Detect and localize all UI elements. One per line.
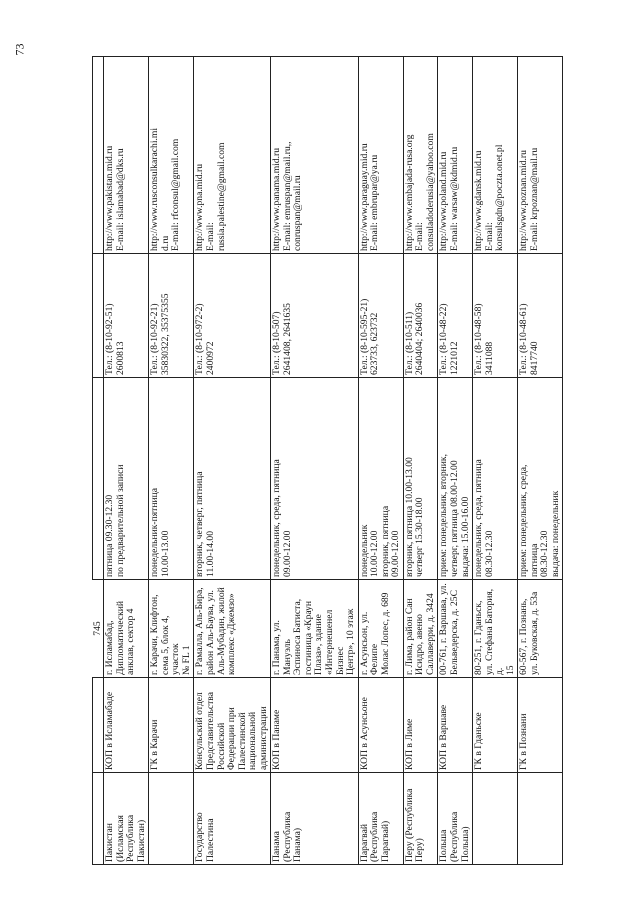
phone-line: 3411088 xyxy=(483,341,495,375)
table-row xyxy=(438,57,473,865)
hours-cell xyxy=(518,378,563,580)
country-line: (Республика xyxy=(449,811,460,862)
phone-line: Тел.: (8-10-92-51) xyxy=(104,303,116,375)
phone-cell xyxy=(149,254,194,378)
office-cell xyxy=(149,678,194,773)
country-line: (Республика xyxy=(369,811,381,862)
country-line: Парагвай) xyxy=(379,820,391,862)
office-line: Консульский отдел xyxy=(194,692,206,770)
address-line: Плаза», здание xyxy=(313,614,325,675)
address-line: Молас Лопес, д. 689 xyxy=(379,592,391,675)
phone-line: Тел.: (8-10-595-21) xyxy=(358,298,370,375)
hours-line: понедельник, среда, пятница xyxy=(271,459,283,577)
table-row xyxy=(271,57,358,865)
table-row xyxy=(149,57,194,865)
office-line: ГК в Познани xyxy=(518,713,530,770)
phone-cell xyxy=(403,254,438,378)
office-line: КОП в Панаме xyxy=(271,709,283,770)
web-line: E-mail: rfconsul@gmail.com xyxy=(170,138,182,251)
web-line: russia.palestine@gmail.com xyxy=(215,142,227,251)
office-line: национальной xyxy=(247,711,259,770)
phone-line: 1221012 xyxy=(449,341,460,375)
office-cell xyxy=(403,678,438,773)
table-row xyxy=(403,57,438,865)
hours-cell xyxy=(358,378,403,580)
phone-cell xyxy=(518,254,563,378)
office-cell xyxy=(473,678,518,773)
hours-cell xyxy=(149,378,194,580)
office-line: Палестинской xyxy=(236,712,248,770)
address-line: Аль-Мубадин, жилой xyxy=(215,587,227,675)
web-line: http://www.panama.mid.ru xyxy=(271,147,283,251)
web-line: E-mail: islamabad@dks.ru xyxy=(114,148,126,251)
hours-line: 11.00-14.00 xyxy=(204,530,216,577)
hours-line: четверг, пятница 08.00-12.00 xyxy=(449,460,460,577)
web-line: conruspan@mail.ru xyxy=(292,175,304,251)
address-cell xyxy=(194,580,271,678)
web-contact-cell xyxy=(403,57,438,254)
address-line: Эспиноса Батиста, xyxy=(292,598,304,675)
phone-line: Тел.: (8-10-972-2) xyxy=(194,303,206,375)
country-line: Пакистан xyxy=(104,823,116,862)
web-line: E-mail: xyxy=(204,222,216,251)
web-line: E-mail: embrupar@ya.ru xyxy=(369,154,381,251)
phone-line: 2600813 xyxy=(114,341,126,375)
country-line: Польша xyxy=(438,829,450,862)
address-cell xyxy=(473,580,518,678)
web-line: E-mail: krpoznan@mail.ru xyxy=(528,147,540,251)
web-contact-cell xyxy=(358,57,403,254)
hours-cell xyxy=(473,378,518,580)
hours-cell xyxy=(438,378,473,580)
web-line: d.ru xyxy=(159,235,171,251)
address-line: г. Карачи, Клифтон, xyxy=(149,594,161,675)
country-line: Палестина xyxy=(204,818,216,862)
web-line: consuladoderusia@yahoo.com xyxy=(424,133,436,251)
address-line: Саллаверри, д. 3424 xyxy=(424,593,436,675)
address-cell xyxy=(358,580,403,678)
hours-line: понедельник, среда, пятница xyxy=(473,459,485,577)
address-line: № FL 1 xyxy=(180,645,192,675)
country-cell xyxy=(403,773,438,865)
phone-cell xyxy=(194,254,271,378)
web-line: http://www.gdansk.mid.ru xyxy=(473,150,485,251)
country-line: Республика xyxy=(125,814,137,862)
hours-line: 09.00-12.00 xyxy=(390,530,402,577)
phone-line: 2400972 xyxy=(204,341,216,375)
address-line: гостиница «Краун xyxy=(302,600,314,675)
web-line: http://www.rusconsulkarachi.mi xyxy=(149,127,161,251)
address-line: ул. Буковская, д. 53а xyxy=(528,591,540,675)
office-line: Представительства xyxy=(204,692,216,770)
phone-line: 35830322, 35375355 xyxy=(159,293,171,375)
address-line: 60-567, г. Познань, xyxy=(518,598,530,675)
phone-cell xyxy=(473,254,518,378)
consulates-table xyxy=(92,56,563,865)
address-cell xyxy=(104,580,149,678)
web-line: E-mail: emruspan@mail.ru,, xyxy=(281,141,293,251)
hours-cell xyxy=(403,378,438,580)
continuation-number: 745 xyxy=(93,580,104,678)
phone-cell xyxy=(358,254,403,378)
web-line: E-mail: warsaw@kdmid.ru xyxy=(449,146,460,251)
phone-cell xyxy=(271,254,358,378)
country-cell xyxy=(473,773,518,865)
office-cell xyxy=(438,678,473,773)
phone-line: Тел.: (8-10-511) xyxy=(403,311,415,375)
hours-line: 10.00-13.00 xyxy=(159,530,171,577)
web-contact-cell xyxy=(438,57,473,254)
address-cell xyxy=(438,580,473,678)
country-cell xyxy=(149,773,194,865)
phone-line: Тел.: (8-10-507) xyxy=(271,311,283,375)
address-line: Бельведерска, д. 25С xyxy=(449,590,460,675)
web-line: konsulsgdn@poczta.onet.pl xyxy=(494,144,506,251)
web-contact-cell xyxy=(473,57,518,254)
address-cell xyxy=(403,580,438,678)
office-line: КОП в Исламабаде xyxy=(104,691,116,770)
phone-cell xyxy=(104,254,149,378)
office-line: администрации xyxy=(257,706,269,770)
office-line: ГК в Гданьске xyxy=(473,712,485,770)
office-line: ГК в Карачи xyxy=(149,719,161,770)
country-line: Перу (Республика xyxy=(403,788,415,862)
address-line: комплекс «Джемзо» xyxy=(226,593,238,675)
web-line: E-mail: xyxy=(483,222,495,251)
hours-line: прием: понедельник, вторник, xyxy=(438,454,450,577)
hours-line: 08.30-12.30 xyxy=(483,530,495,577)
hours-line: прием: понедельник, среда, xyxy=(518,464,530,577)
address-cell xyxy=(518,580,563,678)
hours-line: по предварительной записи xyxy=(114,464,126,577)
address-line: Исидро, авеню xyxy=(414,614,426,675)
office-line: КОП в Асунсьоне xyxy=(358,697,370,770)
hours-line: выдача: понедельник xyxy=(549,490,561,577)
hours-cell xyxy=(104,378,149,580)
hours-line: понедельник-пятница xyxy=(149,487,161,577)
hours-cell xyxy=(194,378,271,580)
phone-line: 8417740 xyxy=(528,341,540,375)
address-line: г. Панама, ул. Мануэль xyxy=(271,620,293,675)
country-line: Парагвай xyxy=(358,824,370,862)
table-row xyxy=(518,57,563,865)
web-contact-cell xyxy=(271,57,358,254)
country-cell xyxy=(438,773,473,865)
office-line: Российской xyxy=(215,722,227,770)
address-cell xyxy=(271,580,358,678)
web-line: E-mail: xyxy=(414,222,426,251)
address-line: г. Рамалла, Аль-Бира, xyxy=(194,587,206,675)
address-line: анклав, сектор 4 xyxy=(125,608,137,675)
office-line: КОП в Лиме xyxy=(403,718,415,770)
address-line: г. Асунсьон, ул. Фелипе xyxy=(358,611,381,675)
web-line: http://www.poland.mid.ru xyxy=(438,151,450,251)
web-line: http://www.poznan.mid.ru xyxy=(518,150,530,251)
web-contact-cell xyxy=(149,57,194,254)
address-line: 00-761, г. Варшава, ул. xyxy=(438,583,450,675)
hours-line: выдача: 15.00-16.00 xyxy=(459,496,471,577)
hours-line: 09.00-12.00 xyxy=(281,530,293,577)
address-line: сема 5, блок 4, участок xyxy=(159,615,182,675)
country-line: Панама xyxy=(271,831,283,862)
page-number: 73 xyxy=(12,43,27,56)
web-line: http://www.pakistan.mid.ru xyxy=(104,145,116,251)
phone-line: Тел.: (8-10-92-21) xyxy=(149,303,161,375)
hours-line: 08.30-12.30 xyxy=(539,530,551,577)
table-row xyxy=(473,57,518,865)
office-cell xyxy=(271,678,358,773)
phone-line: 2641408, 2641635 xyxy=(281,303,293,375)
hours-line: вторник, четверг, пятница xyxy=(194,471,206,577)
hours-line: вторник, пятница xyxy=(379,505,391,577)
address-line: ул. Стефана Батория, д. xyxy=(483,588,506,675)
address-line: 80-251, г. Гданьск, xyxy=(473,600,485,675)
office-line: КОП в Варшаве xyxy=(438,704,450,770)
consulates-table-container xyxy=(91,57,561,865)
address-cell xyxy=(149,580,194,678)
country-cell xyxy=(271,773,358,865)
address-line: г. Исламабад, xyxy=(104,620,116,675)
address-line: 15 xyxy=(504,665,516,675)
hours-line: четверг 15.30-18.00 xyxy=(414,497,426,577)
hours-line: вторник, пятница 10.00-13.00 xyxy=(403,457,415,577)
address-line: г. Лима, район Сан xyxy=(403,598,415,675)
office-cell xyxy=(194,678,271,773)
office-cell xyxy=(358,678,403,773)
country-cell xyxy=(358,773,403,865)
web-line: http://www.paraguay.mid.ru xyxy=(358,143,370,251)
web-contact-cell xyxy=(104,57,149,254)
country-cell xyxy=(104,773,149,865)
country-line: Перу) xyxy=(414,838,426,862)
country-cell xyxy=(194,773,271,865)
phone-line: 2640404; 2640036 xyxy=(414,302,426,375)
hours-cell xyxy=(271,378,358,580)
web-line: http://www.embajada-rusa.org xyxy=(403,134,415,251)
hours-line: понедельник xyxy=(358,524,370,577)
country-cell xyxy=(518,773,563,865)
office-cell xyxy=(104,678,149,773)
phone-line: Тел.: (8-10-48-61) xyxy=(518,303,530,375)
address-line: район Аль-Баува, ул. xyxy=(204,590,216,675)
table-row xyxy=(194,57,271,865)
hours-line: пятница 09.30-12.30 xyxy=(104,494,116,577)
address-line: «Интернешенел Бизнес xyxy=(323,609,346,675)
country-line: Государство xyxy=(194,812,206,862)
office-cell xyxy=(518,678,563,773)
address-line: Центр», 10 этаж xyxy=(345,608,357,675)
office-line: Федерации при xyxy=(226,707,238,770)
hours-line: 10.00-12.00 xyxy=(369,530,381,577)
phone-line: Тел.: (8-10-48-22) xyxy=(438,303,450,375)
web-line: http://www.pna.mid.ru xyxy=(194,163,206,251)
table-row xyxy=(358,57,403,865)
country-line: (Республика xyxy=(281,811,293,862)
phone-line: 623733, 623732 xyxy=(369,312,381,375)
continuation-row xyxy=(93,57,104,865)
phone-cell xyxy=(438,254,473,378)
web-contact-cell xyxy=(194,57,271,254)
address-line: Дипломатический xyxy=(114,600,126,675)
table-row xyxy=(104,57,149,865)
web-contact-cell xyxy=(518,57,563,254)
country-line: Польша) xyxy=(459,826,471,862)
country-line: (Исламская xyxy=(114,815,126,862)
country-line: Пакистан) xyxy=(135,819,147,862)
phone-line: Тел.: (8-10-48-58) xyxy=(473,303,485,375)
hours-line: пятница xyxy=(528,543,540,577)
country-line: Панама) xyxy=(292,827,304,862)
